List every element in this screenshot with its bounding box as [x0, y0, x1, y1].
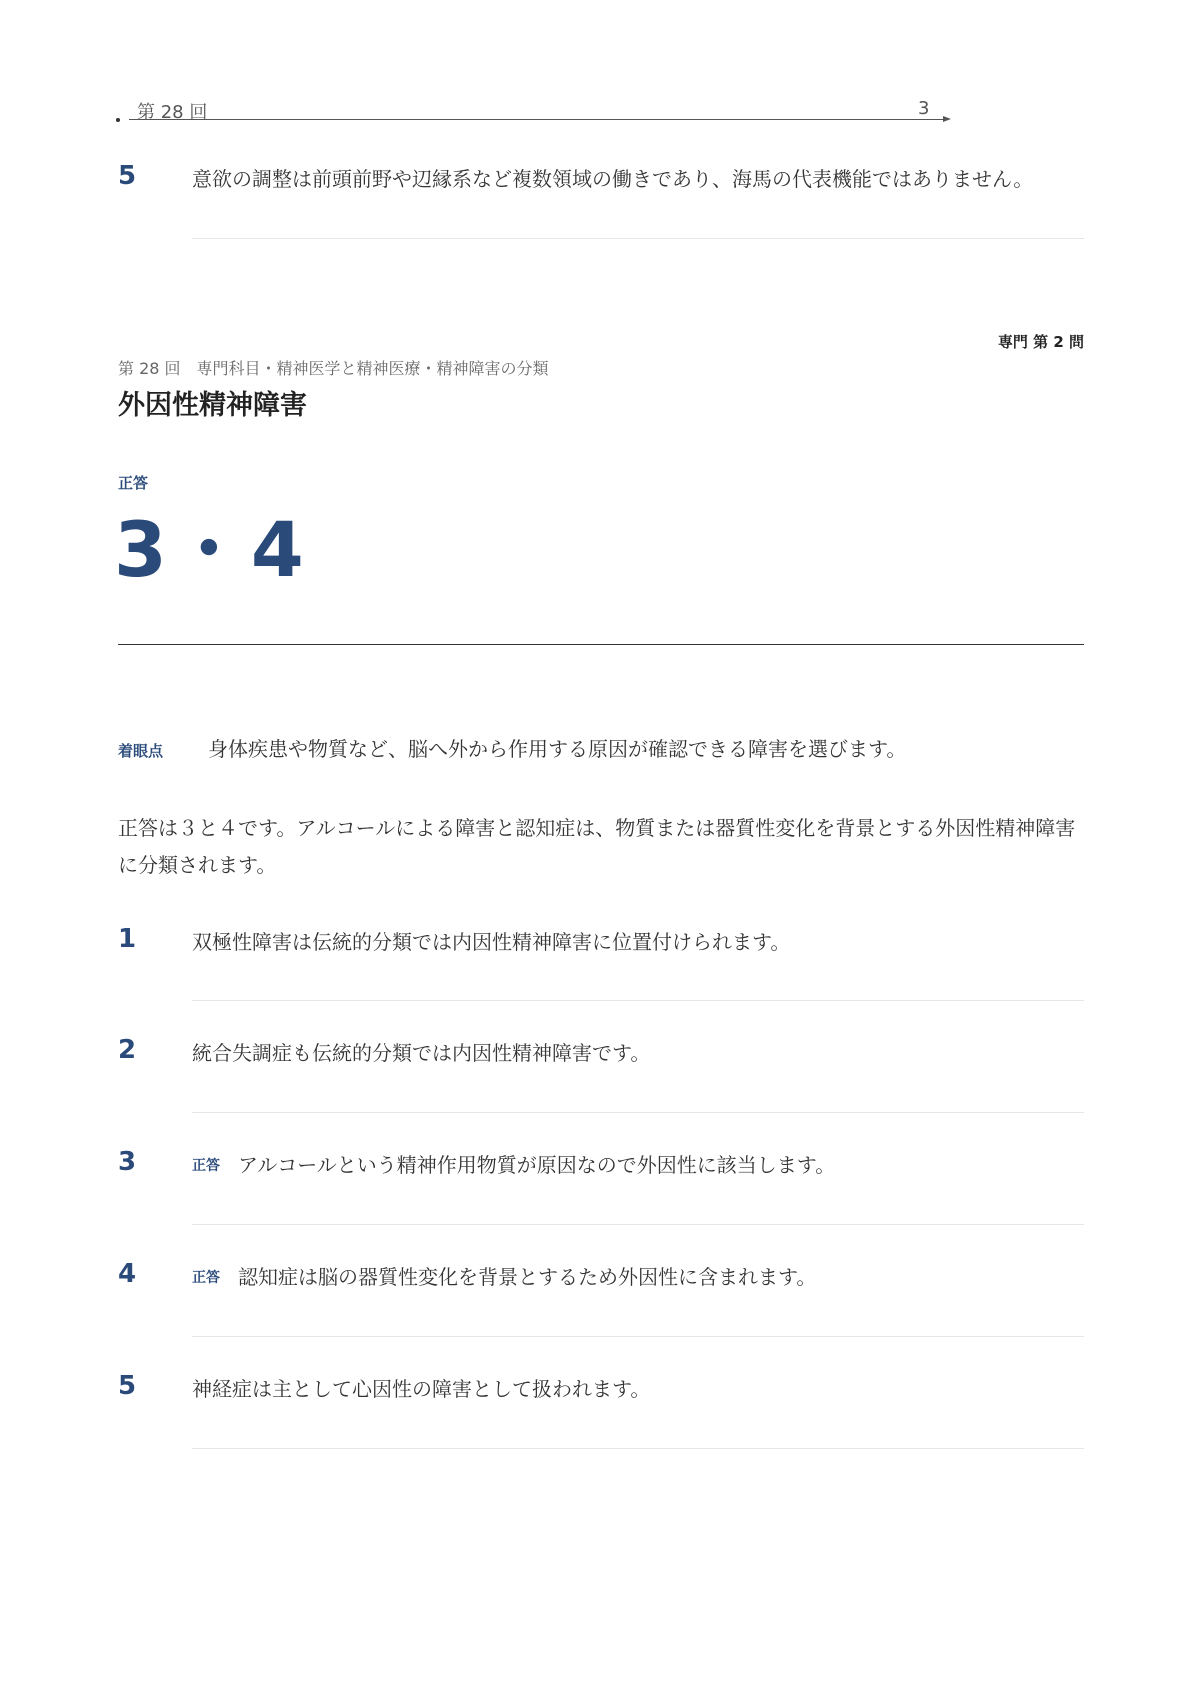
breadcrumb: 第 28 回 専門科目・精神医学と精神医療・精神障害の分類 — [118, 359, 549, 378]
option-divider — [192, 238, 1084, 239]
focus-label: 着眼点 — [118, 742, 164, 760]
option-text: 統合失調症も伝統的分類では内因性精神障害です。 — [192, 1041, 651, 1065]
option-number: 5 — [118, 1371, 137, 1401]
option-divider — [192, 1112, 1084, 1113]
header-arrow-icon — [943, 116, 951, 122]
header-bullet — [116, 118, 120, 122]
correct-badge: 正答 — [192, 1270, 220, 1286]
header-rule — [129, 119, 947, 120]
focus-text: 身体疾患や物質など、脳へ外から作用する原因が確認できる障害を選びます。 — [208, 737, 907, 761]
answer-value: 3・4 — [114, 505, 308, 594]
option-number: 3 — [118, 1147, 137, 1177]
option-divider — [192, 1336, 1084, 1337]
option-row — [192, 1149, 835, 1178]
option-number: 4 — [118, 1259, 137, 1289]
option-number: 5 — [118, 161, 137, 191]
option-divider — [192, 1000, 1084, 1001]
option-divider — [192, 1224, 1084, 1225]
option-text: 意欲の調整は前頭前野や辺縁系など複数領域の働きであり、海馬の代表機能ではありません。 — [192, 167, 1034, 191]
option-text: 神経症は主として心因性の障害として扱われます。 — [192, 1377, 651, 1401]
option-text: 認知症は脳の器質性変化を背景とするため外因性に含まれます。 — [238, 1265, 817, 1289]
question-title: 外因性精神障害 — [118, 390, 307, 421]
header-session: 第 28 回 — [137, 102, 208, 123]
answer-divider — [118, 644, 1084, 645]
option-number: 1 — [118, 924, 137, 954]
option-text: アルコールという精神作用物質が原因なので外因性に該当します。 — [238, 1153, 836, 1177]
question-number: 専門 第 2 問 — [997, 333, 1084, 351]
explanation-text: 正答は３と４です。アルコールによる障害と認知症は、物質または器質性変化を背景とする外因性精神障害に分類されます。 — [118, 816, 1076, 877]
page-number: 3 — [918, 98, 930, 119]
option-text: 双極性障害は伝統的分類では内因性精神障害に位置付けられます。 — [192, 930, 791, 954]
option-number: 2 — [118, 1035, 137, 1065]
correct-badge: 正答 — [192, 1158, 220, 1174]
option-divider — [192, 1448, 1084, 1449]
option-row — [192, 1261, 816, 1290]
answer-label: 正答 — [118, 474, 149, 492]
